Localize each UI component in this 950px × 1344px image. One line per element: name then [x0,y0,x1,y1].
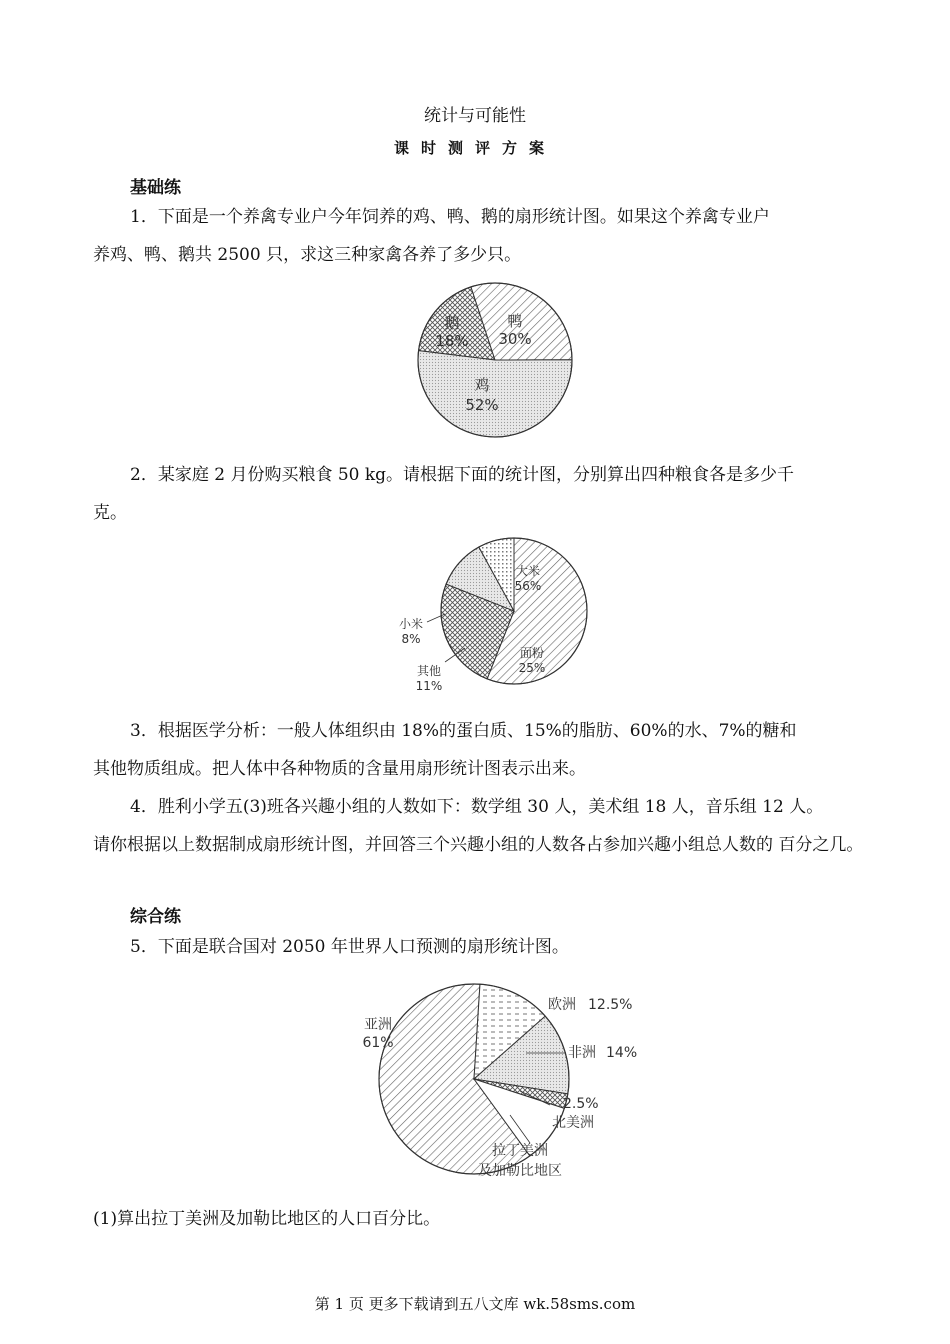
chart-population [330,975,660,1185]
chart2-value-label-3: 8% [401,632,421,646]
section-comprehensive: 综合练 [130,907,181,927]
page-subtitle: 课时测评方案 [393,139,556,157]
question-1-line2: 养鸡、鸭、鹅共 2500 只，求这三种家禽各养了多少只。 [93,245,522,265]
question-3-line2: 其他物质组成。把人体中各种物质的含量用扇形统计图表示出来。 [93,759,586,779]
chart3-category-label-4: 及加勒比地区 [478,1163,562,1179]
question-5 [93,928,868,966]
question-5-sub1: (1)算出拉丁美洲及加勒比地区的人口百分比。 [93,1209,441,1229]
chart1-value-label-1: 30% [498,330,532,348]
question-4-line1: 4．胜利小学五(3)班各兴趣小组的人数如下：数学组 30 人，美术组 18 人，音乐组 12 人。 [130,797,824,817]
chart2-value-label-0: 56% [514,579,542,593]
question-2 [93,456,868,532]
chart1-value-label-0: 18% [435,332,469,350]
chart-grain [385,530,605,700]
chart2-value-label-2: 11% [415,679,443,693]
chart3-value-label-3: 2.5% [563,1096,599,1112]
question-4 [93,788,868,864]
page-footer: 第 1 页 更多下载请到五八文库 wk.58sms.com [314,1295,636,1313]
question-5-line1: 5．下面是联合国对 2050 年世界人口预测的扇形统计图。 [130,937,569,957]
chart3-category-label-2: 非洲 [568,1045,596,1061]
section-basic: 基础练 [130,178,181,198]
chart3-value-label-0: 61% [362,1035,394,1051]
chart2-value-label-1: 25% [518,661,546,675]
chart3-category-label-4: 拉丁美洲 [492,1143,548,1159]
chart1-category-label-2: 鸡 [474,376,490,394]
chart3-category-label-3: 北美洲 [552,1115,594,1131]
chart2-category-label-3: 小米 [398,617,424,631]
chart2-category-label-2: 其他 [416,664,442,678]
page-title: 统计与可能性 [424,106,526,126]
chart1-category-label-1: 鸭 [507,312,523,330]
question-2-line1: 2．某家庭 2 月份购买粮食 50 kg。请根据下面的统计图，分别算出四种粮食各是多少千 [130,465,795,485]
question-1-line1: 1．下面是一个养禽专业户今年饲养的鸡、鸭、鹅的扇形统计图。如果这个养禽专业户 [130,207,770,227]
question-2-line2: 克。 [93,503,127,523]
chart2-category-label-0: 大米 [515,564,541,578]
chart-poultry [410,280,580,440]
chart3-category-label-1: 欧洲 [548,997,576,1013]
question-1 [93,198,868,274]
chart3-category-label-0: 亚洲 [364,1017,392,1033]
chart1-category-label-0: 鹅 [444,314,460,332]
question-4-line3: 百分之几。 [778,835,864,855]
chart3-value-label-1: 12.5% [588,997,633,1013]
question-4-line2: 请你根据以上数据制成扇形统计图，并回答三个兴趣小组的人数各占参加兴趣小组总人数的 [93,835,773,855]
question-3 [93,712,868,788]
chart2-category-label-1: 面粉 [519,646,545,660]
chart1-slice-2 [418,351,572,437]
chart3-value-label-2: 14% [606,1045,638,1061]
chart1-value-label-2: 52% [465,396,499,414]
question-3-line1: 3．根据医学分析：一般人体组织由 18%的蛋白质、15%的脂肪、60%的水、7%的糖和 [130,721,797,741]
